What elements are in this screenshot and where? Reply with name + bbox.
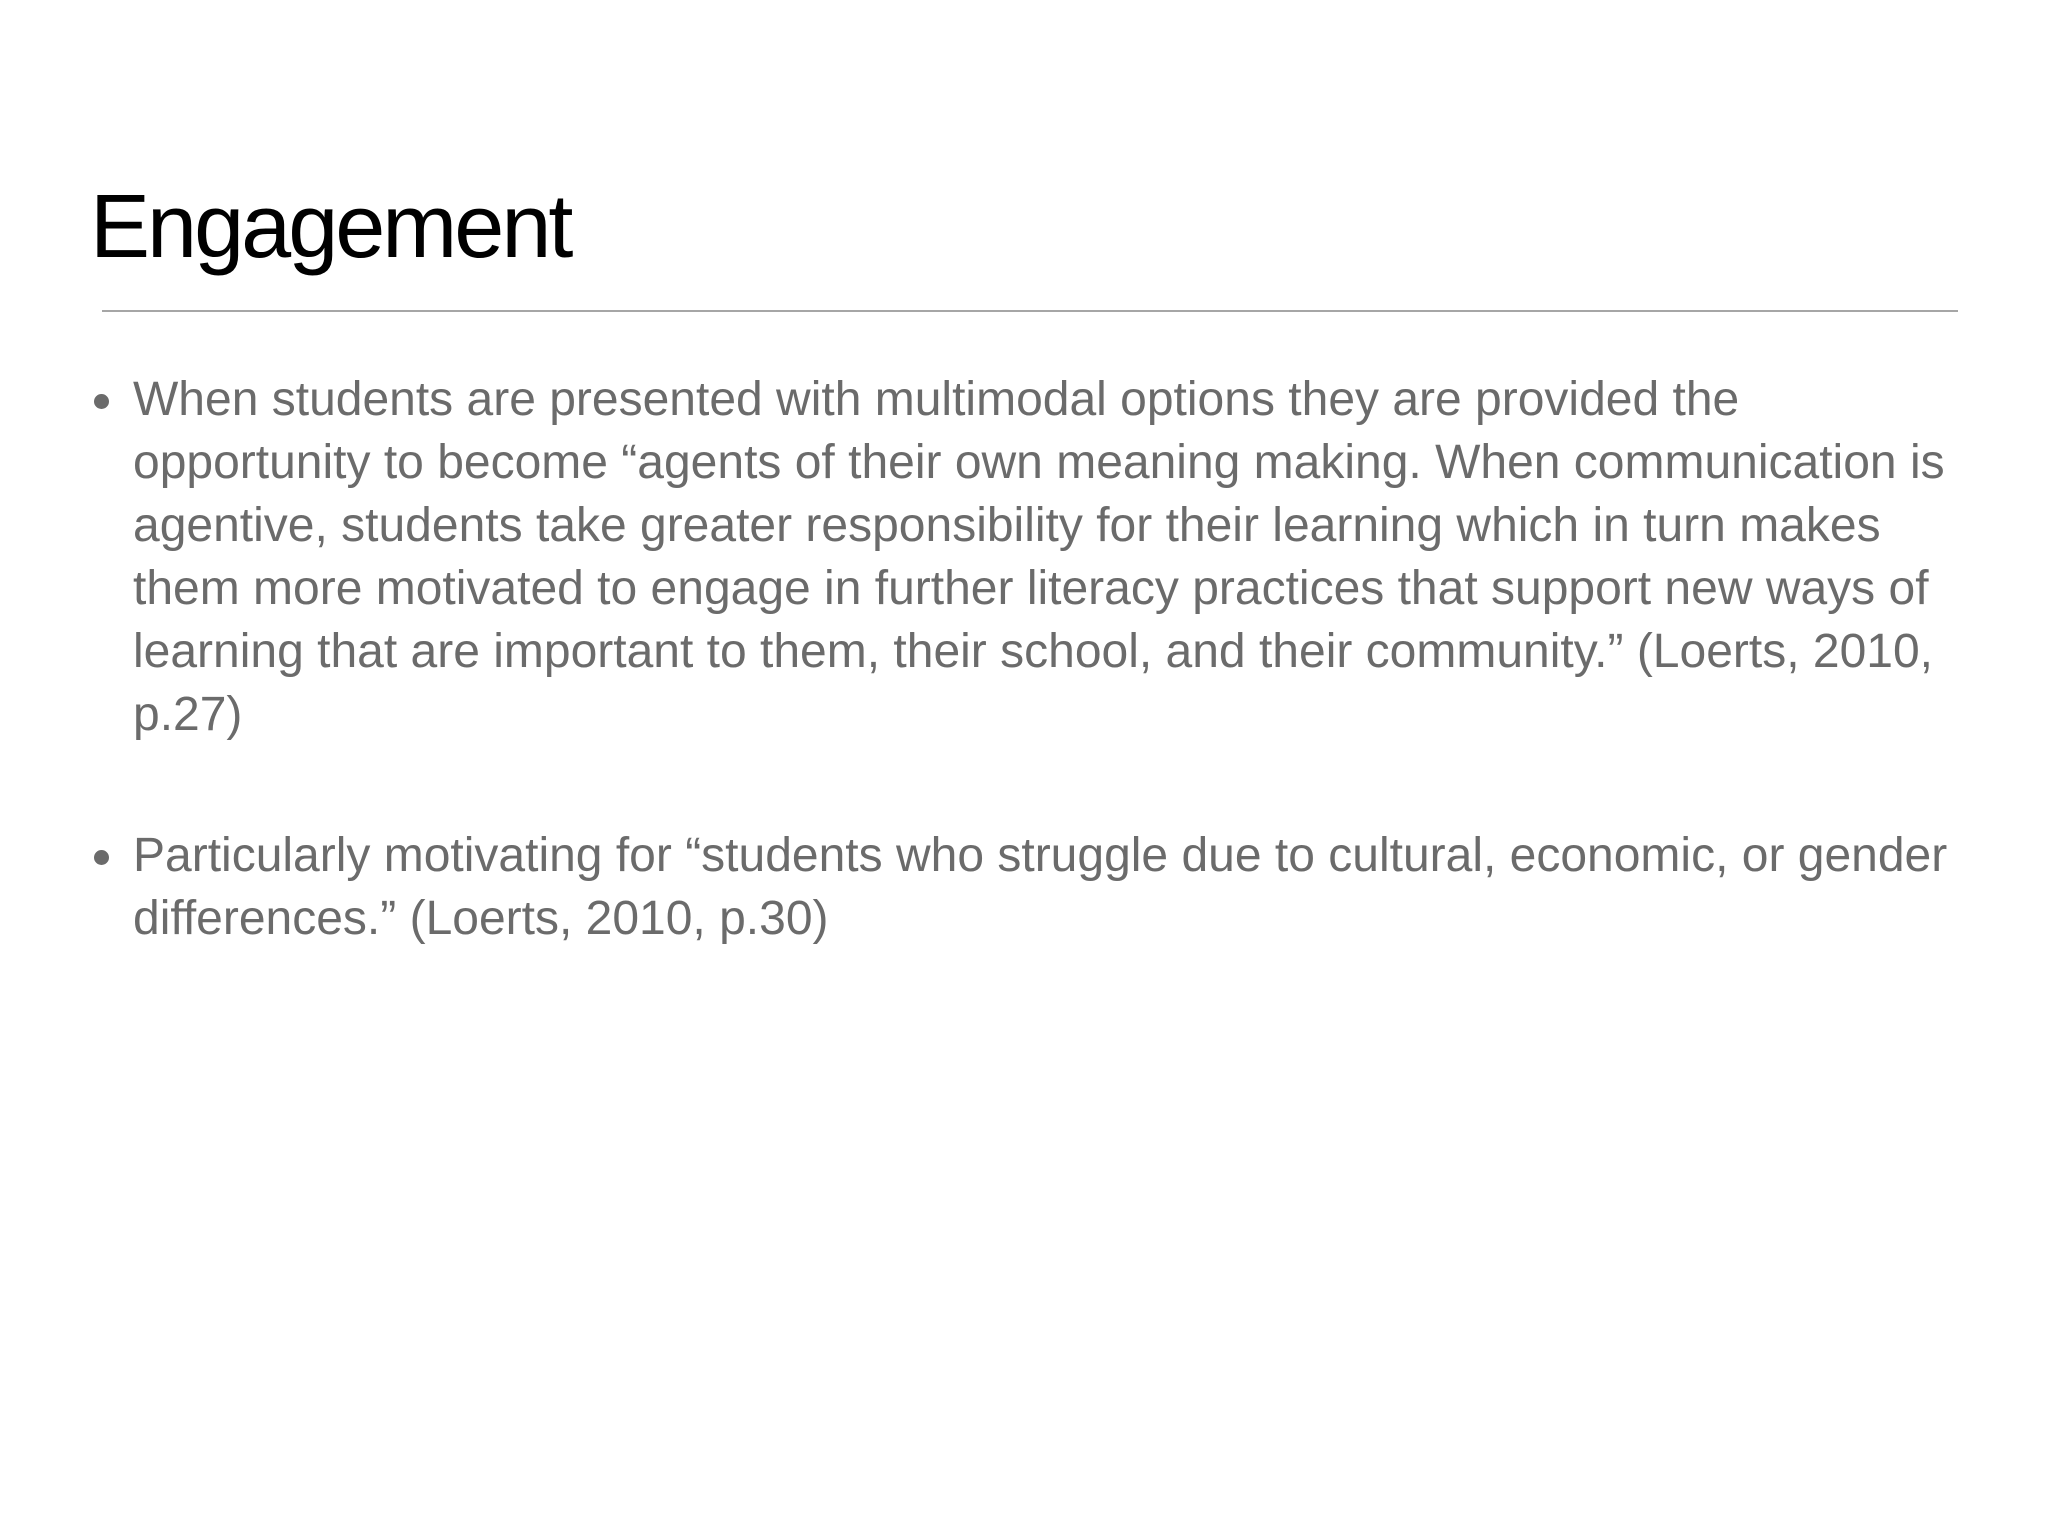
title-divider [102, 310, 1958, 312]
slide-title: Engagement [90, 177, 571, 277]
bullet-text: Particularly motivating for “students who struggle due to cultural, economic, or gender differences.” (Loerts, 2010, p.30) [133, 829, 1948, 945]
bullet-text: When students are presented with multimodal options they are provided the opportunity to become “agents of their own meaning making. When communication is agentive, students take greater responsibility for their learning which in turn makes them more motivated to engage in further literacy practices that support new ways of learning that are important to them, their school, and their community.” (Loerts, 2010, p.27) [133, 373, 1945, 741]
bullet-dot-icon [94, 850, 109, 865]
bullet-dot-icon [94, 394, 109, 409]
bullet-list [90, 368, 1970, 1028]
bullet-item [90, 368, 1970, 746]
bullet-item [90, 824, 1970, 950]
